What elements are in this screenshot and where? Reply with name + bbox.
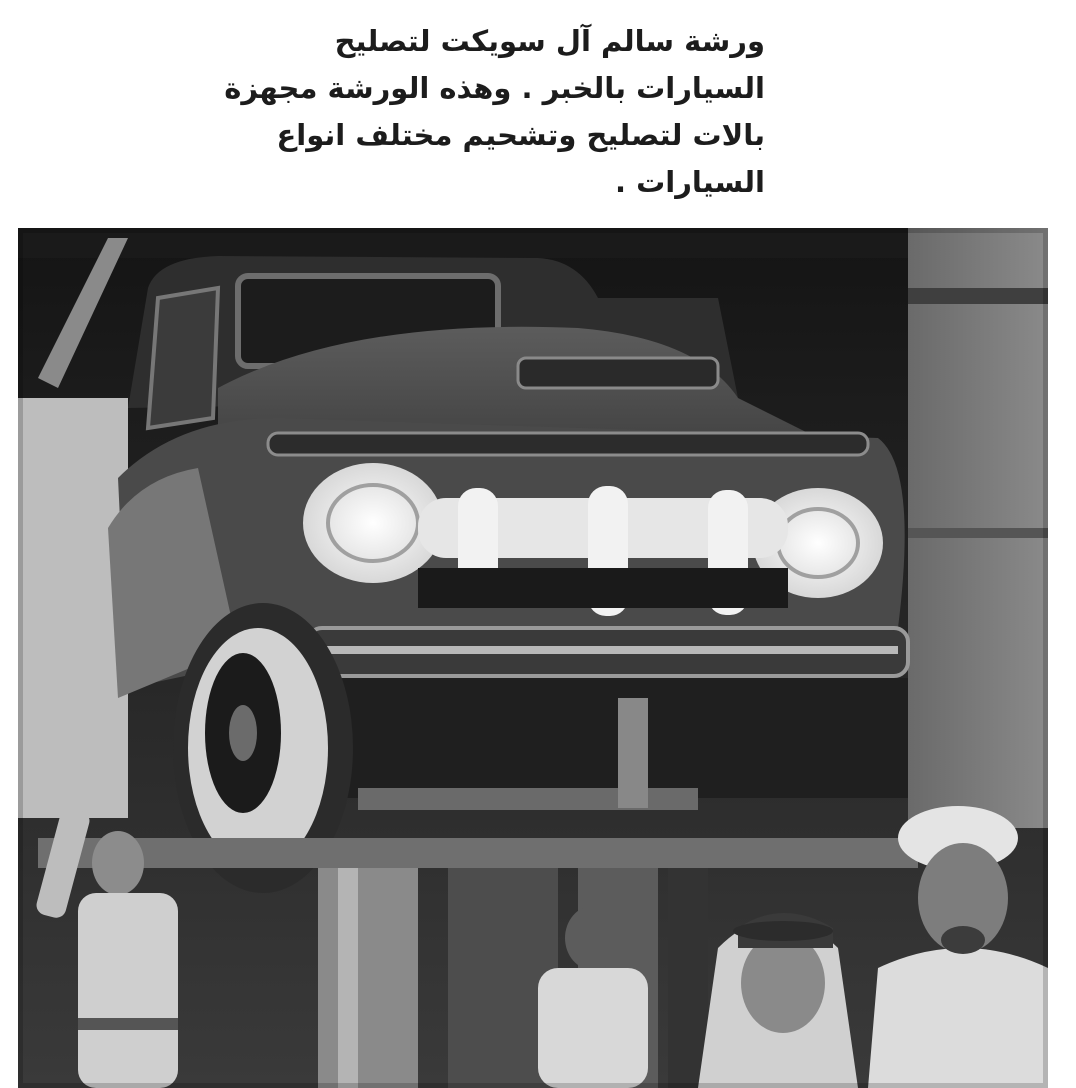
undercarriage [308,678,908,798]
article-caption [140,18,765,206]
caption-line-1: ورشة سالم آل سويكت لتصليح [334,24,765,58]
workshop-photo-illustration [18,228,1048,1088]
caption-line-3: بالات لتصليح وتشحيم مختلف انواع [276,118,765,152]
caption-line-2: السيارات بالخبر . وهذه الورشة مجهزة [224,71,765,105]
lift-piston [318,868,418,1088]
lift-platform [38,838,918,868]
caption-line-4: السيارات . [615,165,765,199]
workshop-photo [18,228,1048,1088]
